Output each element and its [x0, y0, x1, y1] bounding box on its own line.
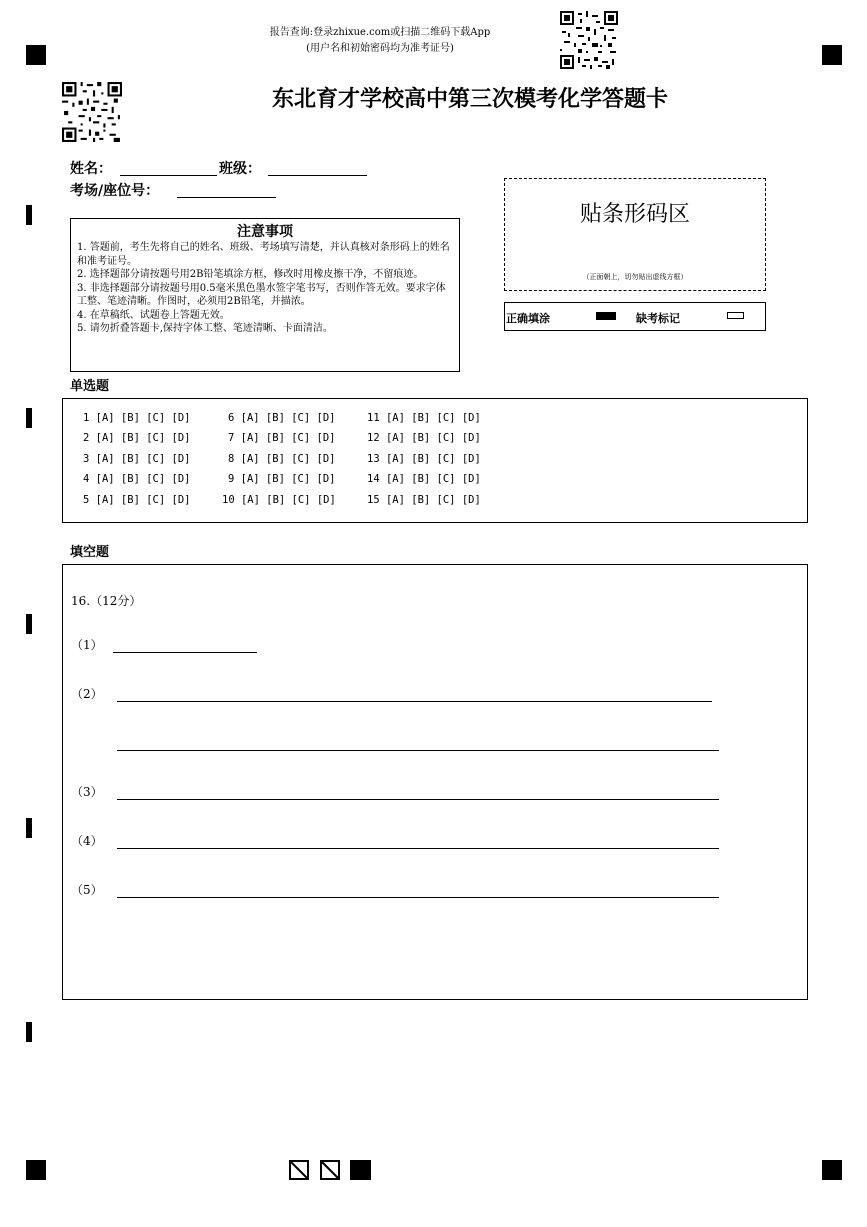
notice-box: [70, 218, 460, 372]
timing-bar: [26, 408, 32, 428]
notice-title: 注意事项: [237, 224, 293, 240]
fill-blank-label: 填空题: [70, 545, 110, 560]
choice-row[interactable]: 3 [A] [B] [C] [D]: [83, 453, 191, 465]
correct-fill-sample-icon: [596, 312, 616, 320]
timing-bar: [26, 1022, 32, 1042]
timing-bar: [26, 818, 32, 838]
single-choice-box: [62, 398, 808, 523]
choice-row[interactable]: 8 [A] [B] [C] [D]: [228, 453, 336, 465]
corner-mark-top-right: [822, 45, 842, 65]
question-16-label: 16.（12分）: [71, 594, 142, 608]
report-note-line2: (用户名和初始密码均为准考证号): [306, 43, 454, 54]
choice-row[interactable]: 4 [A] [B] [C] [D]: [83, 473, 191, 485]
part-2-label: （2）: [71, 687, 103, 701]
part-3-label: （3）: [71, 785, 103, 799]
barcode-note: （正面朝上，切勿贴出虚线方框）: [582, 273, 688, 281]
corner-mark-bottom-right: [822, 1160, 842, 1180]
timing-bar: [26, 614, 32, 634]
part-4-label: （4）: [71, 834, 103, 848]
name-field[interactable]: [120, 174, 217, 176]
choice-row[interactable]: 2 [A] [B] [C] [D]: [83, 432, 191, 444]
report-note-line1: 报告查询:登录zhixue.com或扫描二维码下载App: [269, 27, 491, 38]
choice-row[interactable]: 13 [A] [B] [C] [D]: [367, 453, 481, 465]
class-field[interactable]: [268, 174, 367, 176]
class-label: 班级：: [219, 161, 261, 177]
notice-line-5: 5. 请勿折叠答题卡,保持字体工整、笔迹清晰、卡面清洁。: [77, 323, 333, 334]
notice-line-4: 4. 在草稿纸、试题卷上答题无效。: [77, 309, 230, 321]
absent-mark-label: 缺考标记: [636, 312, 680, 325]
fill-blank-box: [62, 564, 808, 1000]
answer-line-4[interactable]: [117, 848, 719, 849]
choice-row[interactable]: 5 [A] [B] [C] [D]: [83, 494, 191, 506]
notice-line-3: 3. 非选择题部分请按题号用0.5毫米黑色墨水签字笔书写，否则作答无效。要求字体工整、笔迹清晰。作图时，必须用2B铅笔，并描浓。: [77, 282, 446, 307]
absent-mark-box[interactable]: [727, 312, 744, 319]
choice-row[interactable]: 15 [A] [B] [C] [D]: [367, 494, 481, 506]
answer-line-5[interactable]: [117, 897, 719, 898]
part-5-label: （5）: [71, 883, 103, 897]
answer-line-2b[interactable]: [117, 750, 719, 751]
choice-row[interactable]: 6 [A] [B] [C] [D]: [228, 412, 336, 424]
choice-row[interactable]: 9 [A] [B] [C] [D]: [228, 473, 336, 485]
page-mark-crossed-box-icon: [320, 1160, 340, 1180]
qr-code-icon: [62, 82, 122, 142]
answer-line-3[interactable]: [117, 799, 719, 800]
choice-row[interactable]: 14 [A] [B] [C] [D]: [367, 473, 481, 485]
corner-mark-top-left: [26, 45, 46, 65]
answer-line-1[interactable]: [113, 652, 257, 653]
answer-line-2a[interactable]: [117, 701, 712, 702]
choice-row[interactable]: 7 [A] [B] [C] [D]: [228, 432, 336, 444]
page-mark-crossed-box-icon: [289, 1160, 309, 1180]
choice-row[interactable]: 10 [A] [B] [C] [D]: [222, 494, 336, 506]
room-seat-field[interactable]: [177, 196, 276, 198]
notice-line-2: 2. 选择题部分请按题号用2B铅笔填涂方框，修改时用橡皮擦干净，不留痕迹。: [77, 269, 424, 280]
choice-row[interactable]: 12 [A] [B] [C] [D]: [367, 432, 481, 444]
corner-mark-bottom-left: [26, 1160, 46, 1180]
page-title: 东北育才学校高中第三次模考化学答题卡: [271, 87, 668, 112]
page-mark-filled-box-icon: [350, 1160, 371, 1180]
timing-bar: [26, 205, 32, 225]
notice-line-1: 1. 答题前，考生先将自己的姓名、班级、考场填写清楚，并认真核对条形码上的姓名和准考证号。: [77, 242, 450, 267]
fill-legend: [504, 302, 766, 331]
part-1-label: （1）: [71, 638, 103, 652]
correct-fill-label: 正确填涂: [506, 312, 550, 325]
single-choice-label: 单选题: [70, 379, 110, 394]
name-label: 姓名：: [70, 161, 112, 177]
room-seat-label: 考场/座位号：: [70, 183, 160, 199]
barcode-area[interactable]: [504, 178, 766, 291]
barcode-title: 贴条形码区: [579, 202, 690, 227]
choice-row[interactable]: 11 [A] [B] [C] [D]: [367, 412, 481, 424]
choice-row[interactable]: 1 [A] [B] [C] [D]: [83, 412, 191, 424]
qr-code-icon: [560, 11, 618, 69]
